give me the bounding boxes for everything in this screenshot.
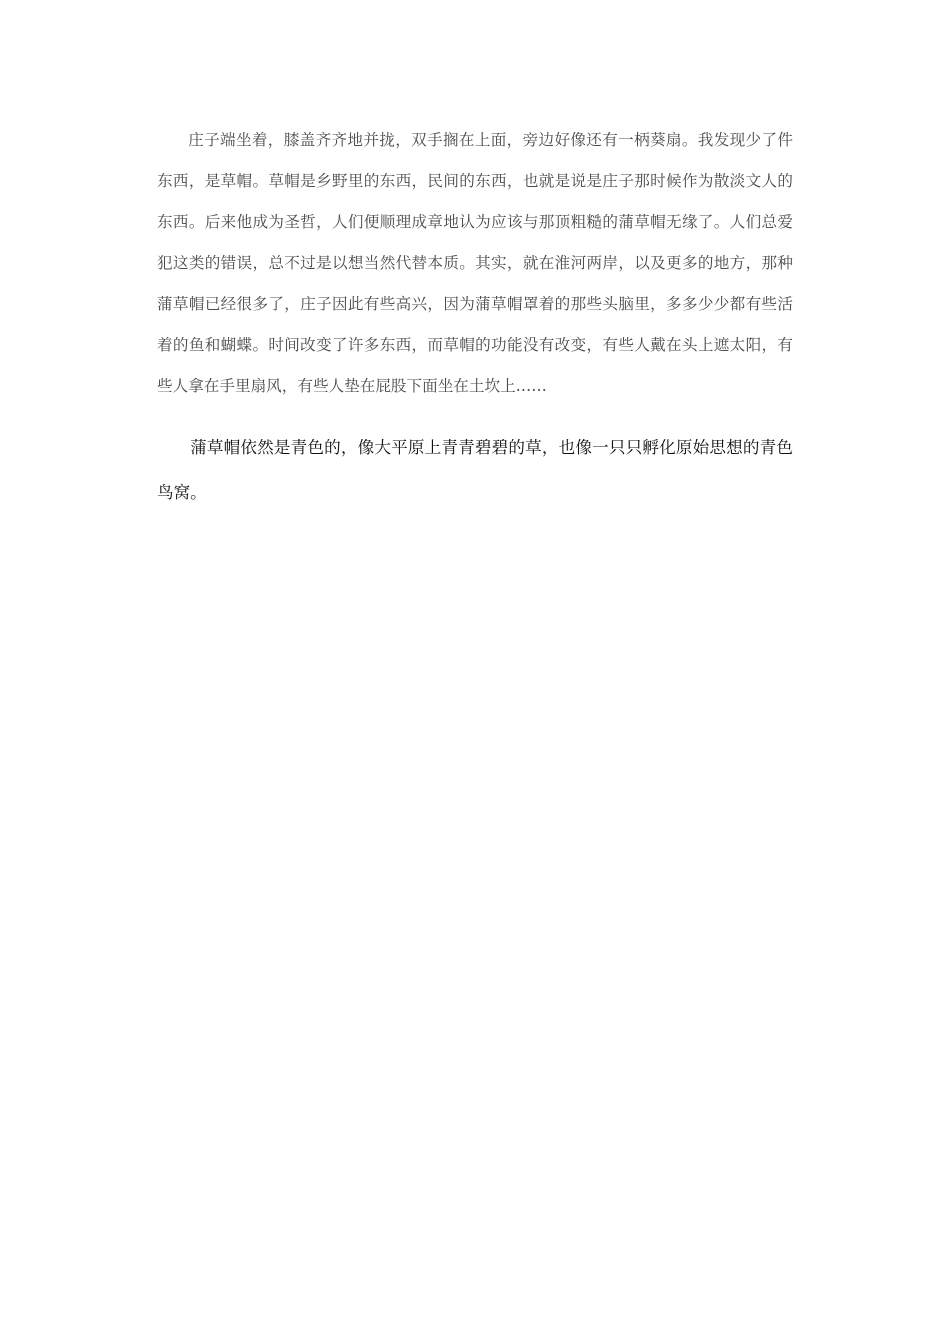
paragraph-green-straw-hat: 蒲草帽依然是青色的，像大平原上青青碧碧的草，也像一只只孵化原始思想的青色鸟窝。 bbox=[157, 438, 793, 502]
paragraph-zhuangzi-straw-hat: 庄子端坐着，膝盖齐齐地并拢，双手搁在上面，旁边好像还有一柄葵扇。我发现少了件东西，是草帽。草帽是乡野里的东西，民间的东西，也就是说是庄子那时候作为散淡文人的东西。后来他成为圣哲，人们便顺理成章地认为应该与那顶粗糙的蒲草帽无缘了。人们总爱犯这类的错误，总不过是以想当然代替本质。其实，就在淮河两岸，以及更多的地方，那种蒲草帽已经很多了，庄子因此有些高兴，因为蒲草帽罩着的那些头脑里，多多少少都有些活着的鱼和蝴蝶。时间改变了许多东西，而草帽的功能没有改变，有些人戴在头上遮太阳，有些人拿在手里扇风，有些人垫在屁股下面坐在土坎上…… bbox=[157, 131, 793, 395]
